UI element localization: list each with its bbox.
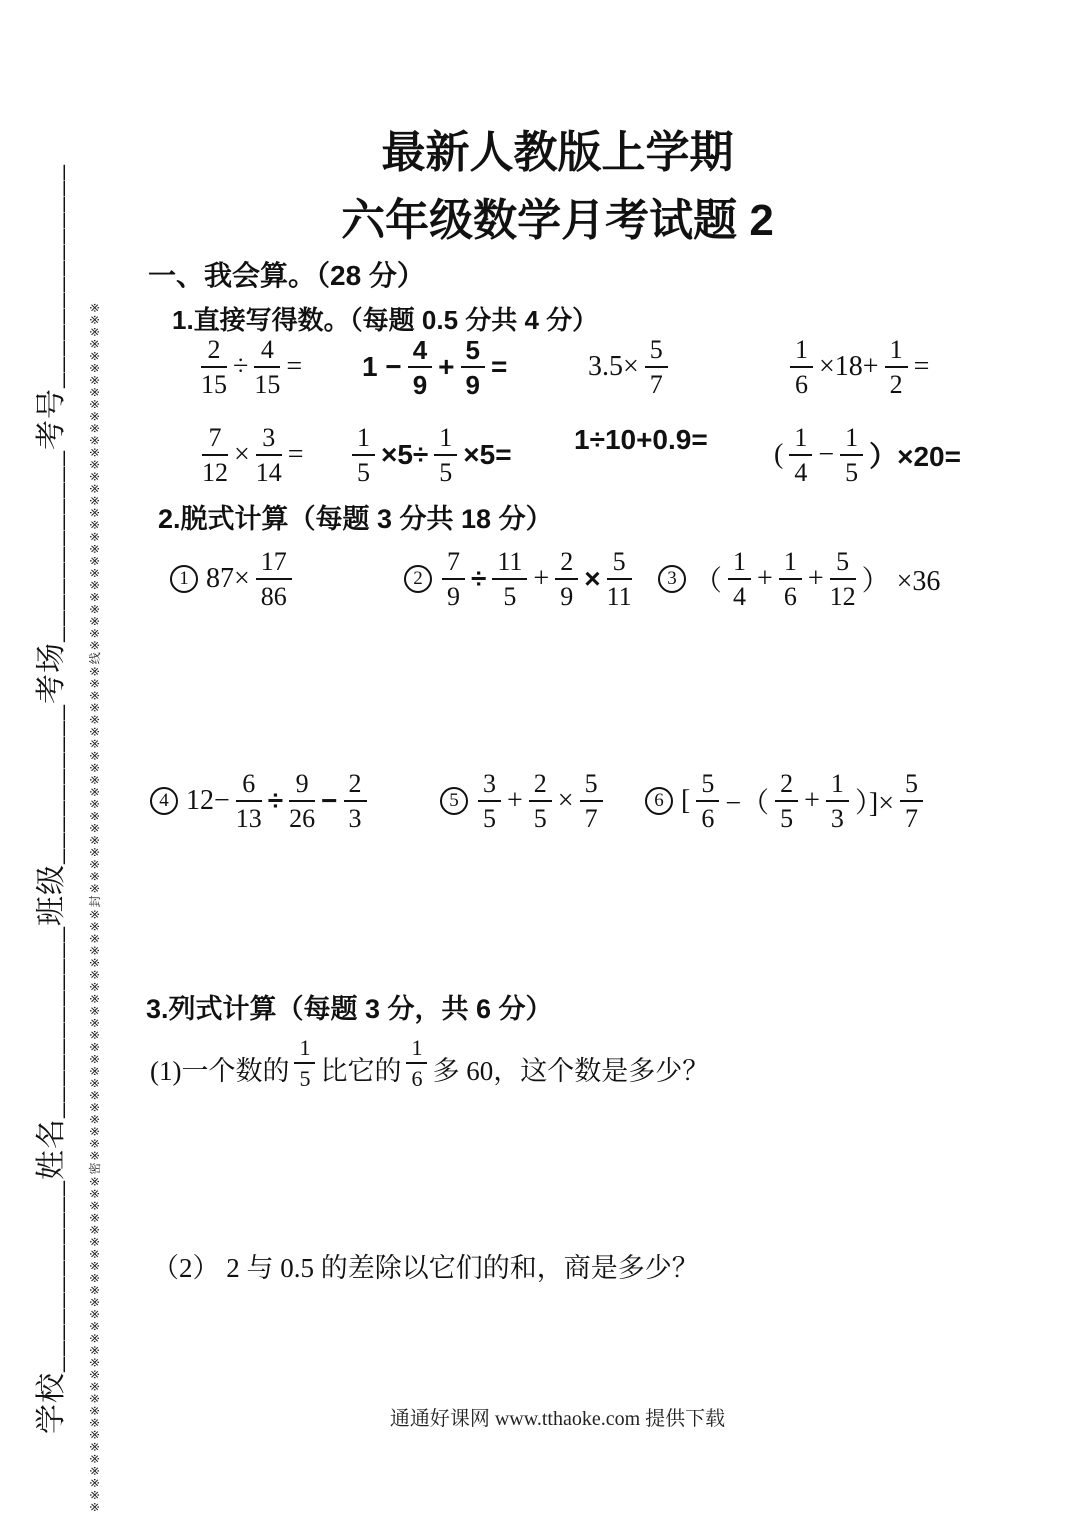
math-token: + — [438, 351, 455, 382]
q3-item-2: （2） 2 与 0.5 的差除以它们的和，商是多少？ — [152, 1253, 699, 1283]
math-token: + — [533, 563, 550, 594]
student-info-fields: 学校____________姓名____________班级__________考场____________考号______________ — [35, 164, 68, 1434]
math-token: [ — [681, 785, 691, 816]
fraction-numerator: 1 — [790, 336, 813, 368]
fraction — [607, 548, 632, 610]
fraction-numerator: 2 — [555, 548, 578, 580]
fraction — [434, 424, 457, 486]
fraction-denominator: 7 — [649, 370, 663, 399]
fraction-numerator: 5 — [696, 770, 719, 802]
fraction-numerator: 7 — [442, 548, 465, 580]
seal-line: ※※※※※※※※※※※※※※※※※※※※※※※※※※※※密※※※※※※※※※※※※※※※※※※※※※封※※※※※※※※※※※※※※※※※※※线※※※※※※※※※※※※※※※※※※※※※※※※※※※※※ — [88, 300, 102, 1512]
fraction-denominator: 6 — [701, 804, 715, 833]
math-token: ÷ — [267, 785, 284, 816]
fraction-numerator: 2 — [529, 770, 552, 802]
fraction-numerator: 2 — [201, 336, 227, 368]
math-problem — [786, 336, 931, 398]
math-token: + — [507, 785, 523, 816]
fraction-numerator: 11 — [492, 548, 527, 580]
fraction — [789, 424, 812, 486]
fraction — [728, 548, 751, 610]
fraction-numerator: 1 — [779, 548, 802, 580]
fraction — [645, 336, 668, 398]
math-token: ×18+ — [819, 351, 879, 382]
fraction-denominator: 9 — [447, 582, 460, 611]
fraction-denominator: 3 — [830, 804, 844, 833]
fraction-numerator: 1 — [352, 424, 375, 456]
math-problem — [170, 548, 296, 610]
math-token: ） ×36 — [861, 566, 941, 597]
math-token: 12− — [186, 785, 230, 816]
math-token: × — [557, 785, 574, 816]
fraction-denominator: 9 — [465, 370, 480, 400]
math-token: 多 60，这个数是多少？ — [432, 1056, 710, 1086]
fraction-denominator: 14 — [255, 458, 282, 487]
circled-number: 6 — [645, 787, 673, 815]
math-token: + — [804, 785, 820, 816]
fraction — [826, 770, 849, 832]
fraction — [442, 548, 465, 610]
math-token: −（ — [725, 788, 770, 819]
fraction-numerator: 5 — [900, 770, 923, 802]
circled-number: 3 — [658, 565, 686, 593]
fraction-numerator: 3 — [256, 424, 282, 456]
question-3-heading: 3.列式计算（每题 3 分，共 6 分） — [146, 994, 553, 1024]
fraction-denominator: 6 — [783, 582, 797, 611]
fraction-numerator: 1 — [434, 424, 457, 456]
math-problem — [572, 424, 710, 456]
fraction-denominator: 86 — [260, 582, 287, 611]
fraction — [408, 336, 432, 398]
fraction-numerator: 3 — [478, 770, 501, 802]
fraction-numerator: 1 — [789, 424, 812, 456]
fraction-denominator: 3 — [348, 804, 362, 833]
math-problem — [772, 424, 963, 486]
fraction-numerator: 9 — [289, 770, 315, 802]
fraction-numerator: 1 — [826, 770, 849, 802]
fraction-denominator: 5 — [483, 804, 496, 833]
fraction-numerator: 6 — [236, 770, 262, 802]
fraction-denominator: 12 — [202, 458, 228, 487]
fraction-denominator: 5 — [299, 1066, 311, 1091]
math-problem — [586, 336, 672, 398]
fraction — [830, 548, 856, 610]
section-1-heading: 一、我会算。（28 分） — [148, 260, 425, 291]
fraction-denominator: 15 — [201, 370, 227, 399]
math-problem — [197, 336, 304, 398]
fraction-denominator: 5 — [845, 458, 859, 487]
fraction-numerator: 4 — [254, 336, 280, 368]
math-token: = — [491, 351, 508, 382]
math-problem — [440, 770, 607, 832]
fraction-numerator: 2 — [775, 770, 798, 802]
fraction-denominator: 15 — [254, 370, 281, 399]
fraction-numerator: 5 — [645, 336, 668, 368]
math-problem — [148, 1036, 711, 1090]
fraction-denominator: 11 — [606, 582, 632, 611]
math-token: + — [757, 563, 773, 594]
math-token: 3.5× — [588, 351, 639, 382]
math-token: × — [234, 439, 250, 470]
math-token: ×5÷ — [381, 439, 429, 470]
fraction-denominator: 7 — [905, 804, 919, 833]
math-token: （ — [694, 566, 723, 597]
fraction — [289, 770, 315, 832]
circled-number: 4 — [150, 787, 178, 815]
fraction-numerator: 1 — [406, 1036, 427, 1064]
fraction-denominator: 9 — [560, 582, 574, 611]
math-token: ÷ — [471, 563, 487, 594]
fraction — [790, 336, 813, 398]
fraction-numerator: 1 — [728, 548, 751, 580]
fraction — [344, 770, 367, 832]
fraction — [555, 548, 578, 610]
fraction — [236, 770, 262, 832]
fraction — [294, 1036, 315, 1090]
fraction — [775, 770, 798, 832]
question-2-heading: 2.脱式计算（每题 3 分共 18 分） — [158, 504, 553, 534]
math-token: × — [584, 563, 601, 594]
math-token: − — [321, 785, 338, 816]
fraction-numerator: 1 — [885, 336, 908, 368]
fraction-denominator: 5 — [533, 804, 547, 833]
math-token: ）×20= — [869, 441, 961, 472]
math-token: 1÷10+0.9= — [574, 424, 708, 455]
fraction — [478, 770, 501, 832]
fraction-denominator: 12 — [829, 582, 856, 611]
fraction-denominator: 2 — [889, 370, 903, 399]
fraction — [900, 770, 923, 832]
fraction-denominator: 5 — [503, 582, 517, 611]
fraction-numerator: 5 — [461, 336, 485, 368]
fraction — [461, 336, 485, 398]
fraction-denominator: 4 — [794, 458, 808, 487]
fraction-numerator: 4 — [408, 336, 432, 368]
math-token: ）]× — [854, 788, 895, 819]
fraction — [352, 424, 375, 486]
fraction — [840, 424, 863, 486]
math-token: + — [807, 563, 824, 594]
math-problem — [360, 336, 509, 398]
fraction-denominator: 4 — [733, 582, 747, 611]
fraction-denominator: 13 — [235, 804, 262, 833]
math-token: ×5= — [463, 439, 512, 470]
circled-number: 5 — [440, 787, 468, 815]
circled-number: 2 — [404, 565, 432, 593]
math-token: 1 − — [362, 351, 402, 382]
circled-number: 1 — [170, 565, 198, 593]
fraction-denominator: 26 — [289, 804, 316, 833]
fraction — [696, 770, 719, 832]
fraction — [256, 424, 282, 486]
fraction-numerator: 5 — [830, 548, 856, 580]
fraction — [201, 336, 227, 398]
fraction — [406, 1036, 427, 1090]
math-token: ( — [774, 439, 784, 470]
math-problem — [348, 424, 514, 486]
math-token: (1)一个数的 — [150, 1056, 290, 1086]
math-problem — [645, 770, 927, 832]
math-token: 比它的 — [320, 1056, 402, 1086]
fraction — [779, 548, 802, 610]
math-token: 87× — [206, 563, 250, 594]
math-token: = — [913, 351, 930, 382]
fraction-denominator: 5 — [357, 458, 370, 487]
fraction-denominator: 5 — [439, 458, 453, 487]
title-line-1: 最新人教版上学期 — [381, 128, 734, 177]
math-token: = — [286, 351, 303, 382]
fraction-numerator: 5 — [580, 770, 603, 802]
fraction — [580, 770, 603, 832]
fraction-denominator: 7 — [584, 804, 598, 833]
math-problem — [198, 424, 306, 486]
fraction — [529, 770, 552, 832]
fraction-numerator: 5 — [607, 548, 632, 580]
fraction — [254, 336, 280, 398]
math-token: ÷ — [233, 351, 249, 382]
math-problem — [150, 770, 371, 832]
fraction-numerator: 1 — [840, 424, 863, 456]
fraction — [256, 548, 292, 610]
math-token: − — [818, 439, 835, 470]
fraction-denominator: 6 — [411, 1066, 423, 1091]
footer-credit: 通通好课网 www.tthaoke.com 提供下载 — [389, 1408, 726, 1430]
fraction-numerator: 2 — [344, 770, 367, 802]
question-1-heading: 1.直接写得数。（每题 0.5 分共 4 分） — [172, 305, 599, 335]
title-line-2: 六年级数学月考试题 2 — [341, 196, 774, 245]
fraction-numerator: 7 — [202, 424, 228, 456]
fraction-numerator: 1 — [294, 1036, 315, 1064]
fraction-denominator: 6 — [795, 370, 808, 399]
math-token: = — [287, 439, 304, 470]
math-problem — [404, 548, 636, 610]
fraction — [492, 548, 527, 610]
fraction-denominator: 5 — [780, 804, 794, 833]
fraction — [885, 336, 908, 398]
fraction — [202, 424, 228, 486]
fraction-numerator: 17 — [256, 548, 292, 580]
fraction-denominator: 9 — [412, 370, 428, 400]
math-problem — [658, 548, 942, 610]
